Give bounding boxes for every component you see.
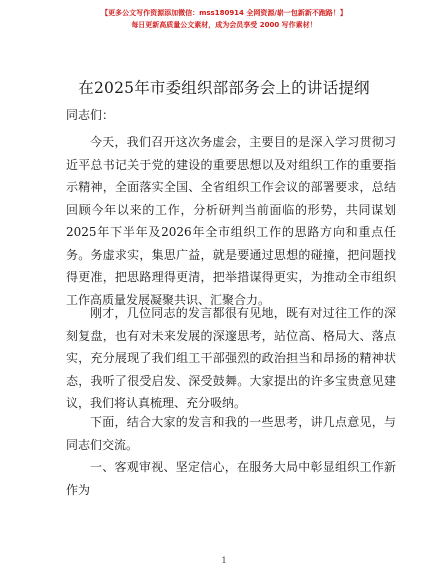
paragraph-transition: 下面，结合大家的发言和我的一些思考，讲几点意见，与同志们交流。	[66, 415, 396, 452]
paragraph-opening: 今天，我们召开这次务虚会，主要目的是深入学习贯彻习近平总书记关于党的建设的重要思想以及对组织工作的重要指示精神，全面落实全国、全省组织工作会议的部署要求，总结回顾今年以来的工作，分析研判当前面临的形势，共同谋划2025年下半年及2026年全市组织工作的思路方向和重点任务。务虚求实，集思广益，就是要通过思想的碰撞，把问题找得更准，把思路理得更清，把举措谋得更实，为推动全市组织工作高质量发展凝聚共识、汇聚合力。	[66, 135, 396, 307]
document-title: 在2025年市委组织部部务会上的讲话提纲	[78, 79, 370, 97]
promo-banner-line-2: 每日更新高质量公文素材，成为会员享受 2000 写作素材！	[131, 21, 317, 29]
salutation: 同志们：	[66, 108, 115, 122]
promo-banner	[0, 7, 448, 31]
page-number: 1	[221, 556, 227, 565]
section-heading-1: 一、客观审视、坚定信心，在服务大局中彰显组织工作新作为	[66, 460, 396, 497]
paragraph-remarks: 刚才，几位同志的发言都很有见地，既有对过往工作的深刻复盘，也有对未来发展的深邃思考，站位高、格局大、落点实，充分展现了我们组工干部强烈的政治担当和昂扬的精神状态，我听了很受启发、深受鼓舞。大家提出的许多宝贵意见建议，我们将认真梳理、充分吸纳。	[66, 306, 396, 410]
promo-banner-line-1: 【更多公文写作资源添加微信：mss180914 全网资源/崭一包新新不跑路！】	[101, 9, 347, 17]
